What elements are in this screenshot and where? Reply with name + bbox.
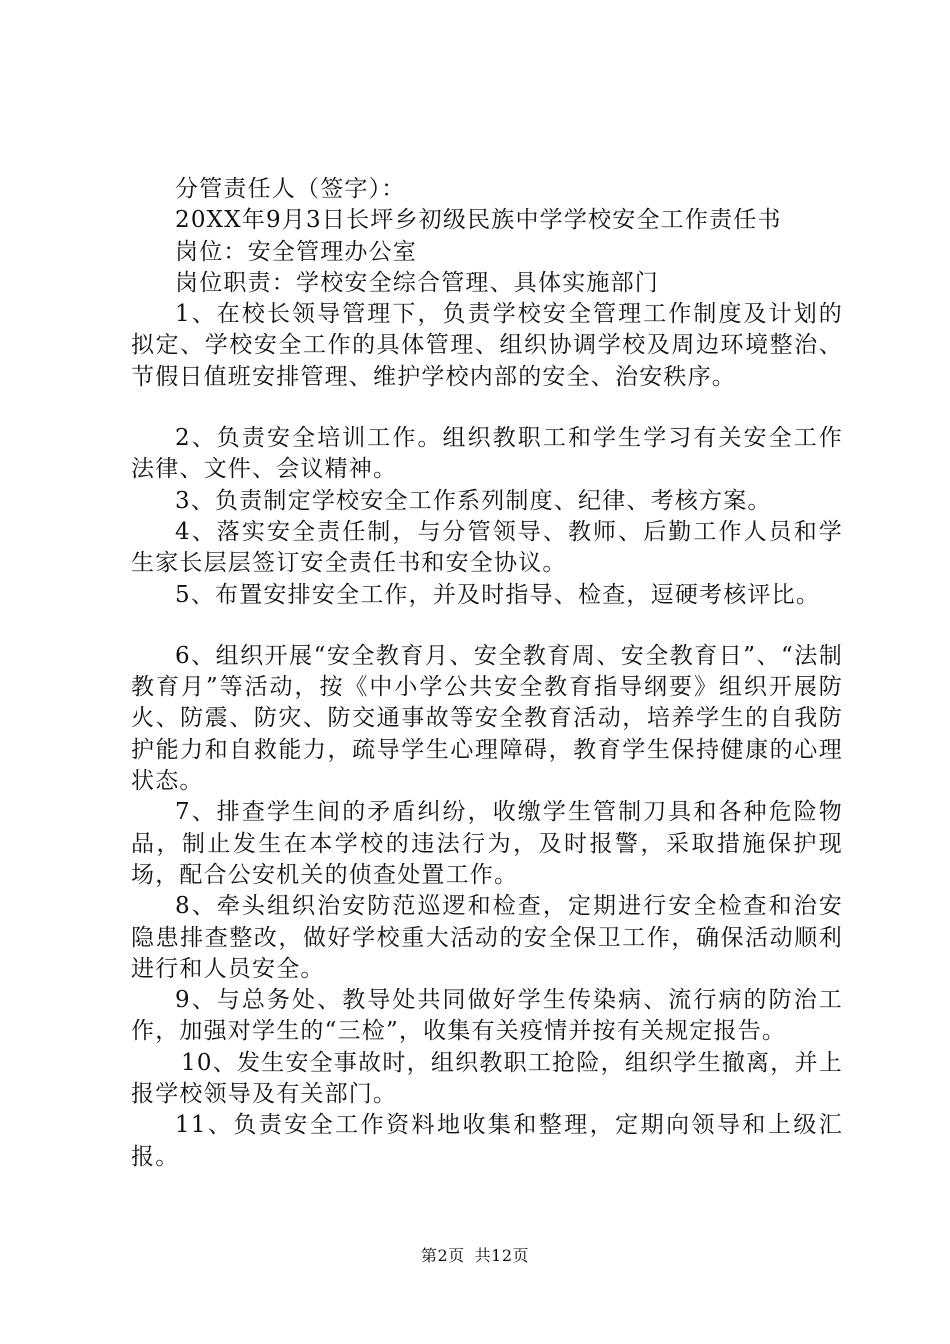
duty-item-11: 11、负责安全工作资料地收集和整理，定期向领导和上级汇报。	[131, 1112, 843, 1170]
duty-item-2: 2、负责安全培训工作。组织教职工和学生学习有关安全工作法律、文件、会议精神。	[131, 425, 843, 483]
duty-item-3: 3、负责制定学校安全工作系列制度、纪律、考核方案。	[175, 487, 772, 514]
duty-item-10: 10、发生安全事故时，组织教职工抢险，组织学生撤离，并上报学校领导及有关部门。	[131, 1049, 843, 1108]
page-footer	[0, 1243, 950, 1266]
signature-line: 分管责任人（签字）：	[175, 176, 406, 202]
document-body	[131, 174, 843, 1173]
duty-item-8: 8、牵头组织治安防范巡逻和检查，定期进行安全检查和治安隐患排查整改，做好学校重大活动的安全保卫工作，确保活动顺利进行和人员安全。	[131, 893, 843, 982]
duties-line: 岗位职责：学校安全综合管理、具体实施部门	[175, 269, 659, 296]
duty-item-9: 9、与总务处、教导处共同做好学生传染病、流行病的防治工作，加强对学生的“三检”，收集有关疫情并按有关规定报告。	[131, 987, 843, 1045]
duty-item-1: 1、在校长领导管理下，负责学校安全管理工作制度及计划的拟定、学校安全工作的具体管理、组织协调学校及周边环境整治、节假日值班安排管理、维护学校内部的安全、治安秩序。	[131, 301, 843, 390]
duty-item-5: 5、布置安排安全工作，并及时指导、检查，逗硬考核评比。	[175, 581, 821, 608]
document-title: 20XX年9月3日长坪乡初级民族中学学校安全工作责任书	[175, 207, 782, 234]
position-line: 岗位：安全管理办公室	[175, 238, 417, 265]
duty-item-4: 4、落实安全责任制，与分管领导、教师、后勤工作人员和学生家长层层签订安全责任书和安全协议。	[131, 518, 843, 577]
duty-item-6: 6、组织开展“安全教育月、安全教育周、安全教育日”、“法制教育月”等活动，按《中小学公共安全教育指导纲要》组织开展防火、防震、防灾、防交通事故等安全教育活动，培养学生的自我防护能力和自救能力，疏导学生心理障碍，教育学生保持健康的心理状态。	[131, 642, 843, 795]
page-number: 第2页	[420, 1246, 465, 1265]
duty-item-7: 7、排查学生间的矛盾纠纷，收缴学生管制刀具和各种危险物品，制止发生在本学校的违法行为，及时报警，采取措施保护现场，配合公安机关的侦查处置工作。	[131, 799, 843, 888]
page-total: 共12页	[474, 1246, 530, 1265]
